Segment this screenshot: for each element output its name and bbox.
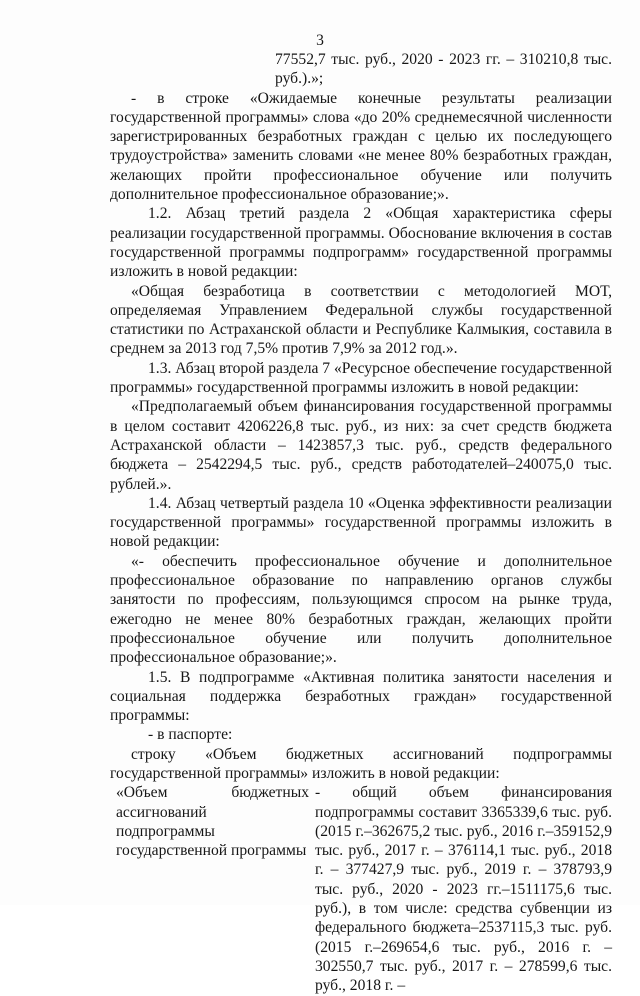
paragraph-budget-row: строку «Объем бюджетных ассигнований подпрограммы государственной программы» изложить в новой редакции: <box>110 745 612 782</box>
paragraph-continuation: 77552,7 тыс. руб., 2020 - 2023 гг. – 310210,8 тыс. руб.).»; <box>275 51 612 88</box>
document-body <box>110 50 612 996</box>
paragraph-unemployment-quote: «Общая безработица в соответствии с методологией МОТ, определяемая Управлением Федеральной службы государственной статистики по Астраханской области и Республике Калмыкия, составила в среднем за 2013 год 7,5% против 7,9% за 2012 год.». <box>110 282 612 358</box>
table-cell-label: «Объем бюджетных ассигнований подпрограммы государственной программы <box>116 784 309 860</box>
paragraph-1-2: 1.2. Абзац третий раздела 2 «Общая характеристика сферы реализации государственной программы. Обоснование включения в состав государственной программы подпрограмм» государственной программы изложить в новой редакции: <box>110 205 612 281</box>
budget-table <box>110 783 612 995</box>
paragraph-1-3: 1.3. Абзац второй раздела 7 «Ресурсное обеспечение государственной программы» государственной программы изложить в новой редакции: <box>110 359 612 397</box>
paragraph-training-quote: «- обеспечить профессиональное обучение и дополнительное профессиональное образование по направлению органов службы занятости по профессиям, пользующимся спросом на рынке труда, ежегодно не менее 80% безработных граждан, желающих пройти профессиональное обучение или получить дополнительное профессиональное образование;». <box>110 552 612 667</box>
paragraph-expected-results: - в строке «Ожидаемые конечные результаты реализации государственной программы» слова «до 20% среднемесячной численности зарегистрированных безработных граждан с целью их последующего трудоустройства» заменить словами «не менее 80% безработных граждан, желающих пройти профессиональное обучение или получить дополнительное профессиональное образование;». <box>110 89 612 204</box>
paragraph-passport: - в паспорте: <box>148 726 233 744</box>
paragraph-1-5: 1.5. В подпрограмме «Активная политика занятости населения и социальная поддержка безработных граждан» государственной программы: <box>110 668 612 725</box>
paragraph-1-4: 1.4. Абзац четвертый раздела 10 «Оценка эффективности реализации государственной программы» государственной программы изложить в новой редакции: <box>110 494 612 551</box>
page-number: 3 <box>316 32 324 49</box>
table-cell-value: - общий объем финансирования подпрограммы составит 3365339,6 тыс. руб. (2015 г.–362675,2 тыс. руб., 2016 г.–359152,9 тыс. руб., 2017 г. – 376114,1 тыс. руб., 2018 г. – 377427,9 тыс. руб., 2019 г. – 378793,9 тыс. руб., 2020 - 2023 гг.–1511175,6 тыс. руб.), в том числе: средства субвенции из федерального бюджета–2537115,3 тыс. руб. (2015 г.–269654,6 тыс. руб., 2016 г. – 302550,7 тыс. руб., 2017 г. – 278599,6 тыс. руб., 2018 г. – <box>315 784 612 995</box>
paragraph-financing-quote: «Предполагаемый объем финансирования государственной программы в целом составит 4206226,8 тыс. руб., из них: за счет средств бюджета Астраханской области – 1423857,3 тыс. руб., средств федерального бюджета – 2542294,5 тыс. руб., средств работодателей–240075,0 тыс. рублей.». <box>110 398 612 493</box>
